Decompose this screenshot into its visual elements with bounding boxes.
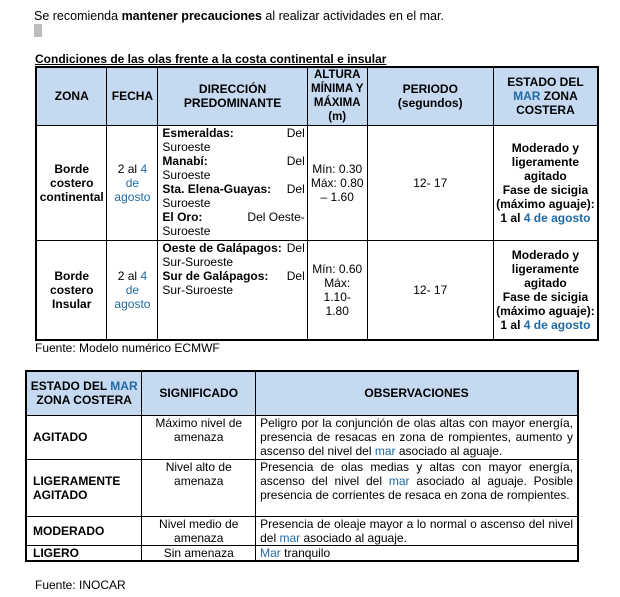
header-direccion: DIRECCIÓN PREDOMINANTE — [158, 67, 307, 125]
table2-source: Fuente: INOCAR — [35, 578, 126, 592]
header-fecha: FECHA — [107, 67, 158, 125]
direccion-cell: Esmeraldas: Del Suroeste Manabí: Del Suroeste Sta. Elena-Guayas: Del Suroeste El Oro: Del Oeste- Suroeste — [158, 125, 307, 240]
table1-caption: Condiciones de las olas frente a la costa continental e insular — [35, 52, 387, 66]
table-row — [26, 545, 578, 561]
fecha-cell: 2 al 4 de agosto — [107, 125, 158, 240]
table1-source: Fuente: Modelo numérico ECMWF — [35, 341, 220, 355]
intro-bold: mantener precauciones — [121, 9, 262, 23]
header-observaciones: OBSERVACIONES — [256, 371, 578, 415]
header-zona: ZONA — [36, 67, 107, 125]
estado-label: MODERADO — [26, 516, 142, 545]
estado-cell: Moderado y ligeramente agitado Fase de sicigia (máximo aguaje): 1 al 4 de agosto — [493, 125, 598, 240]
direccion-cell: Oeste de Galápagos: Del Sur-Suroeste Sur de Galápagos: Del Sur-Suroeste — [158, 240, 307, 340]
significado-cell: Nivel medio de amenaza — [142, 516, 256, 545]
significado-cell: Máximo nivel de amenaza — [142, 415, 256, 459]
table-row — [36, 240, 598, 340]
zona-cell: Borde costero continental — [36, 125, 107, 240]
significado-cell: Sin amenaza — [142, 545, 256, 561]
table-row — [26, 516, 578, 545]
header-estado2: ESTADO DEL MAR ZONA COSTERA — [26, 371, 142, 415]
estado-label: AGITADO — [26, 415, 142, 459]
header-estado: ESTADO DEL MAR ZONA COSTERA — [493, 67, 598, 125]
altura-cell: Mín: 0.30 Máx: 0.80 – 1.60 — [307, 125, 367, 240]
observaciones-cell: Presencia de oleaje mayor a lo normal o ascenso del nivel del mar asociado al aguaje. — [256, 516, 578, 545]
table1-header-row — [36, 67, 598, 125]
zona-cell: Borde costero Insular — [36, 240, 107, 340]
intro-text: Se recomienda mantener precauciones al realizar actividades en el mar. — [34, 9, 444, 23]
periodo-cell: 12- 17 — [367, 125, 493, 240]
estado-label: LIGERO — [26, 545, 142, 561]
periodo-cell: 12- 17 — [367, 240, 493, 340]
header-periodo: PERIODO (segundos) — [367, 67, 493, 125]
table-row — [26, 415, 578, 459]
table-row — [36, 125, 598, 240]
header-significado: SIGNIFICADO — [142, 371, 256, 415]
table2-header-row — [26, 371, 578, 415]
observaciones-cell: Peligro por la conjunción de olas altas con mayor energía, presencia de resacas en zona de rompientes, aumento y ascenso del nivel del mar asociado al aguaje. — [256, 415, 578, 459]
header-altura: ALTURA MÍNIMA Y MÁXIMA (m) — [307, 67, 367, 125]
estado-cell: Moderado y ligeramente agitado Fase de sicigia (máximo aguaje): 1 al 4 de agosto — [493, 240, 598, 340]
observaciones-cell: Mar tranquilo — [256, 545, 578, 561]
table-row — [26, 459, 578, 516]
altura-cell: Mín: 0.60 Máx: 1.10- 1.80 — [307, 240, 367, 340]
fecha-cell: 2 al 4 de agosto — [107, 240, 158, 340]
significado-cell: Nivel alto de amenaza — [142, 459, 256, 516]
waves-table — [35, 66, 599, 341]
estado-label: LIGERAMENTE AGITADO — [26, 459, 142, 516]
observaciones-cell: Presencia de olas medias y altas con mayor energía, ascenso del nivel del mar asociado al aguaje. Posible presencia de corrientes de resaca en zona de rompientes. — [256, 459, 578, 516]
states-table — [25, 370, 579, 562]
text-cursor — [34, 24, 42, 37]
